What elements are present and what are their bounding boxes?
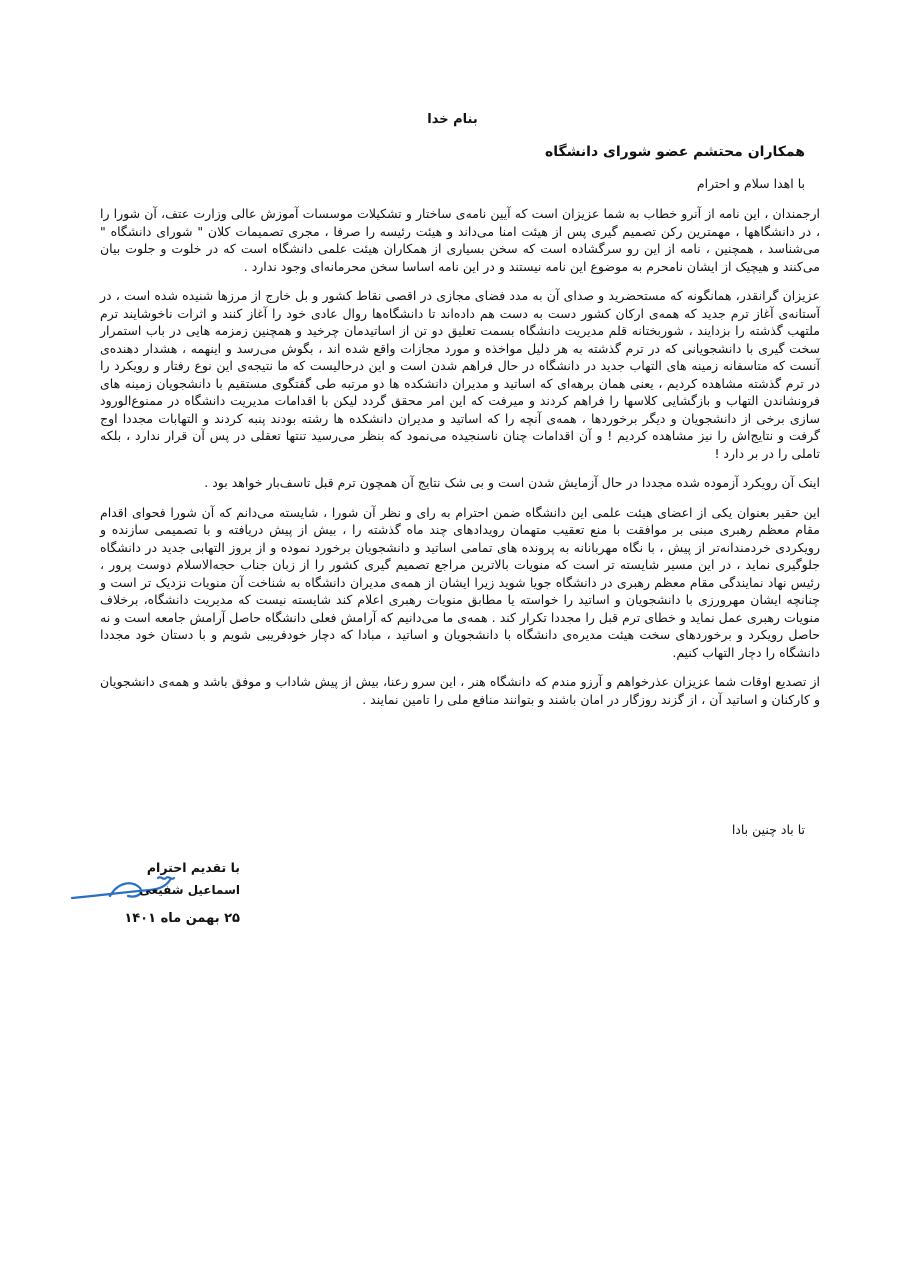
paragraph-request: این حقیر بعنوان یکی از اعضای هیئت علمی این دانشگاه ضمن احترام به رای و نظر آن شورا ، شایسته می‌دانم که آن شورا فحوای اقدام مقام معظم رهبری مبنی بر موافقت با منع تعقیب متهمان رویدادهای چند ماه گذشته را ، بیش از پیش دریافته و با تصمیمی سازنده و رویکردی خردمندانه‌تر از پیش ، با نگاه مهربانانه به پرونده های تمامی اساتید و دانشجویان برخورد نموده و از بروز التهابی جدید در دانشگاه جلوگیری نماید ، در این مسیر شایسته تر است که منویات بالاترین مراجع تصمیم گیری کشور را از زبان جناب حجه‌الاسلام دوست پرور ، رئیس نهاد نمایندگی مقام معظم رهبری در دانشگاه جویا شوید زیرا ایشان از همه‌ی مدیران دانشگاه به شناخت آن منویات نزدیک تر است و چنانچه ایشان مهرورزی با دانشجویان و اساتید را خواسته یا مطابق منویات رهبری اعلام کند شایسته نیست که مدیریت دانشگاه، برخلاف منویات رهبری عمل نماید و خطای ترم قبل را مجددا تکرار کند . همه‌ی ما می‌دانیم که آرامش فعلی دانشگاه حاصل آرامش جامعه است و نه حاصل رویکرد و برخوردهای سخت هیئت مدیره‌ی دانشگاه با دانشجویان و اساتید ، مبادا که دچار خودفریبی شویم و با دستان خود مجددا دانشگاه را دچار التهاب کنیم. — [100, 504, 820, 660]
bismillah-heading: بنام خدا — [427, 112, 478, 127]
paragraph-intro: ارجمندان ، این نامه از آنرو خطاب به شما عزیزان است که آیین نامه‌ی ساختار و تشکیلات موسسات آموزش عالی وزارت عتف، آن شورا را ، در دانشگاهها ، مهمترین رکن تصمیم گیری پس از هیئت امنا می‌داند و هیئت رئیسه را صرفا ، مجری تصمیمات کلان " شورای دانشگاه " می‌شناسد ، همچنین ، نامه از این رو سرگشاده است که سخن بسیاری از همکاران هیئت علمی دانشگاه است که در خلوت و جلوت بیان می‌کنند و هیچیک از ایشان نامحرم به موضوع این نامه نیستند و در این نامه اساسا سخن محرمانه‌ای وجود ندارد . — [100, 206, 820, 274]
signature-block — [100, 860, 240, 926]
letter-date: ۲۵ بهمن ماه ۱۴۰۱ — [124, 911, 240, 926]
addressee-heading: همکاران محتشم عضو شورای دانشگاه — [544, 144, 805, 160]
paragraph-apology: از تصدیع اوقات شما عزیزان عذرخواهم و آرزو مندم که دانشگاه هنر ، این سرو رعنا، بیش از پیش شاداب و موفق باشد و همه‌ی دانشجویان و کارکنان و اساتید آن ، از گزند روزگار در امان باشند و بتوانند منافع ملی را تامین نمایند . — [100, 674, 820, 707]
paragraph-warning: اینک آن رویکرد آزموده شده مجددا در حال آزمایش شدن است و بی شک نتایج آن همچون ترم قبل تاسف‌بار خواهد بود . — [204, 475, 820, 490]
closing-line: تا باد چنین بادا — [731, 822, 805, 837]
letter-body — [100, 205, 820, 720]
signature-respect: با تقدیم احترام — [146, 860, 240, 875]
paragraph-context: عزیزان گرانقدر، همانگونه که مستحضرید و صدای آن به مدد فضای مجازی در اقصی نقاط کشور و بل خارج از مرزها شنیده شده است ، در آستانه‌ی آغاز ترم جدید که همه‌ی ارکان کشور دست به دست هم داده‌اند تا دانشگاه‌ها روال عادی خود را آغاز کنند و اثرات ناخوشایند ترم ملتهب گذشته را بزدایند ، شوربختانه قلم مدیریت دانشگاه بسمت تعلیق دو تن از اساتیدمان چرخید و همچنین زمزمه هایی در باب استمرار سخت گیری با دانشجویانی که در ترم گذشته به هر دلیل مواخذه و مورد مجازات واقع شده اند ، بگوش می‌رسد و اینهمه ، هشدار دهنده‌ی آنست که متاسفانه زمینه های التهاب جدید در دانشگاه در حال فراهم شدن است و این درحالیست که ما نتیجه‌ی این نوع رفتار و رویکرد را در ترم گذشته مشاهده کردیم ، یعنی همان برهه‌ای که اساتید و مدیران دانشکده ها دو مرتبه طی گفتگوی مستقیم با دانشجویان زمینه های فرونشاندن التهاب و بازگشایی کلاسها را فراهم کردند و میرفت که این امر محقق گردد لیکن با اقدامات مدیریت دانشگاه در ممنوع‌الورود سازی برخی از دانشجویان و دیگر برخوردها ، همه‌ی آنچه را که اساتید و مدیران دانشکده ها رشته بودند پنبه کردند و التهابات مجددا اوج گرفت و نتایج‌اش را نیز مشاهده کردیم ! و آن اقدامات چنان ناسنجیده می‌نمود که بنظر می‌رسید تنتها تعقلی در پس آن قرار ندارد ، بلکه تاملی را در بر دارد ! — [100, 288, 820, 461]
salutation: با اهدا سلام و احترام — [696, 176, 805, 191]
signer-name: اسماعیل شفیعی — [139, 883, 240, 897]
